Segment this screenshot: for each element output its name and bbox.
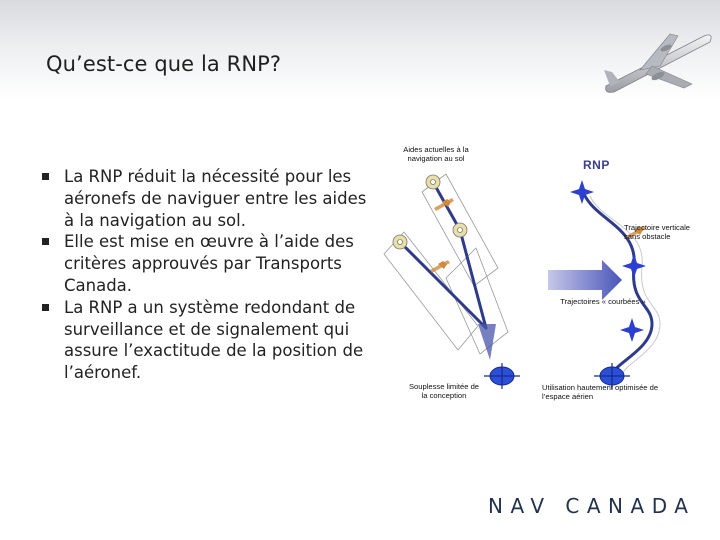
rnp-diagram bbox=[376, 128, 716, 418]
square-bullet-icon bbox=[42, 304, 49, 311]
waypoint-marker-icon bbox=[484, 363, 520, 389]
vertical-path-label: Trajectoire verticale sans obstacle bbox=[624, 223, 690, 241]
curved-paths-label: Trajectoires « courbées » bbox=[560, 297, 646, 306]
square-bullet-icon bbox=[42, 238, 49, 245]
square-bullet-icon bbox=[42, 173, 49, 180]
approach-fan bbox=[478, 324, 496, 360]
rnp-waypoint-star-icon bbox=[570, 180, 594, 204]
nav-canada-logo: NAV CANADA bbox=[488, 494, 696, 518]
rnp-waypoint-star-icon bbox=[620, 318, 644, 342]
navaid-icon bbox=[453, 223, 467, 237]
limited-flexibility-label: Souplesse limitée de la conception bbox=[408, 382, 480, 400]
bullet-item bbox=[42, 166, 372, 231]
bullet-list bbox=[42, 166, 372, 384]
navaid-icon bbox=[426, 175, 440, 189]
bullet-text: La RNP réduit la nécessité pour les aéronefs de naviguer entre les aides à la navigation au sol. bbox=[64, 167, 367, 230]
current-navaids-label: Aides actuelles à la navigation au sol bbox=[403, 145, 469, 163]
bullet-item bbox=[42, 231, 372, 296]
bullet-item bbox=[42, 297, 372, 384]
curved-path-arrow-icon bbox=[548, 260, 622, 300]
navaid-icon bbox=[393, 235, 407, 249]
bullet-text: Elle est mise en œuvre à l’aide des critères approuvés par Transports Canada. bbox=[64, 232, 354, 295]
bullet-text: La RNP a un système redondant de surveillance et de signalement qui assure l’exactitude de la position de l’aéronef. bbox=[64, 297, 364, 383]
optimized-airspace-label: Utilisation hautement optimisée de l’espace aérien bbox=[542, 383, 659, 401]
aircraft-icon bbox=[430, 260, 450, 273]
slide-title: Qu’est-ce que la RNP? bbox=[46, 52, 282, 76]
rnp-diagram-title: RNP bbox=[583, 158, 610, 172]
airplane-image bbox=[600, 22, 716, 96]
